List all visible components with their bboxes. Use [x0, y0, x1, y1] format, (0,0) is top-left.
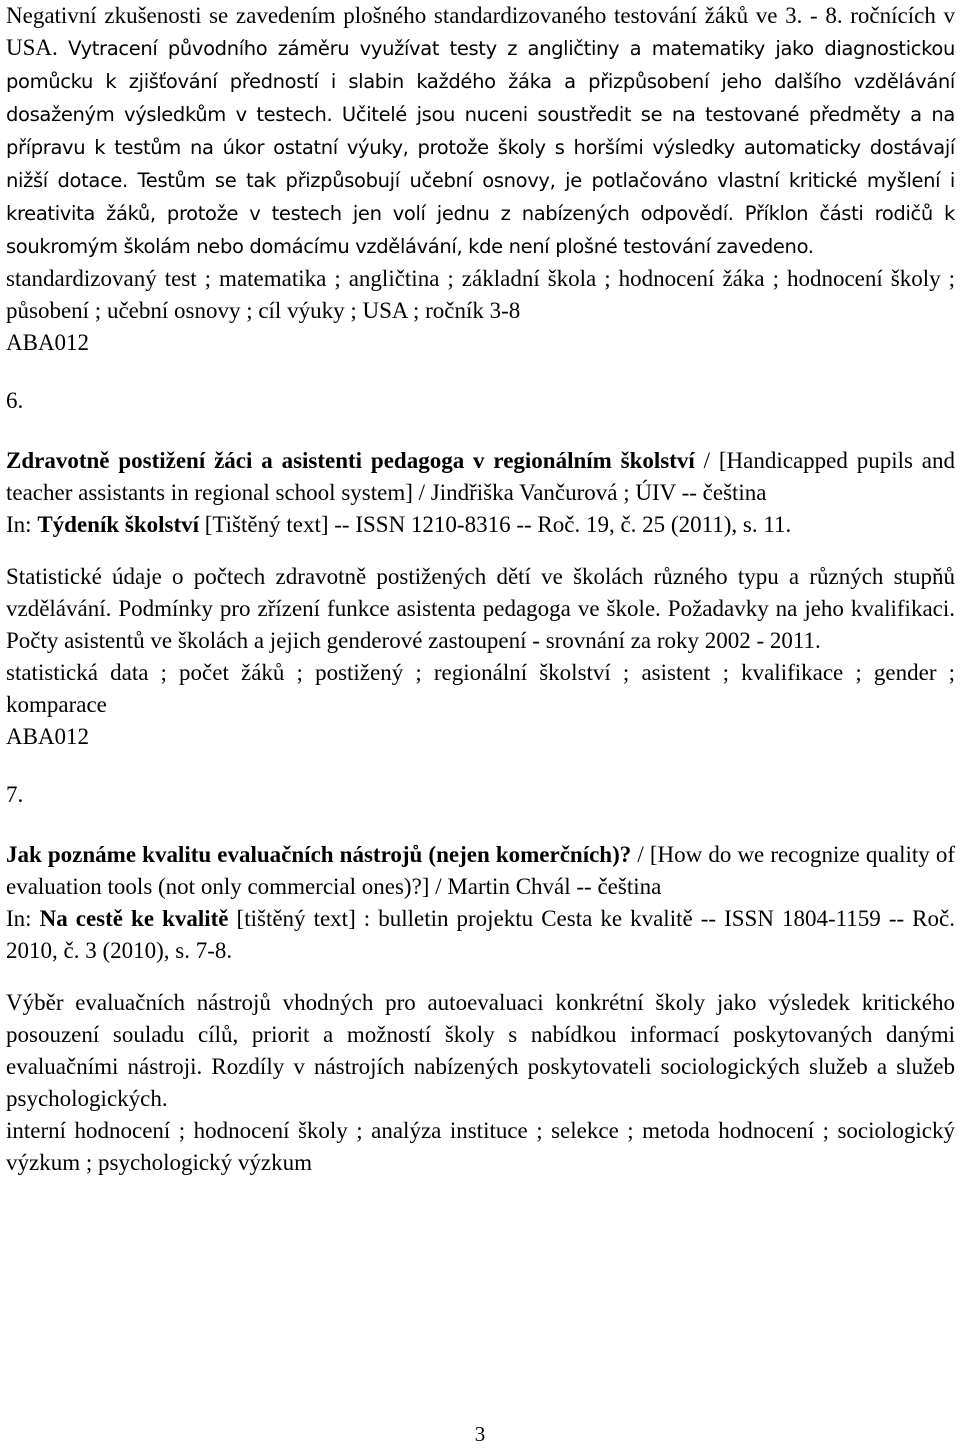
entry-7-abstract: Výběr evaluačních nástrojů vhodných pro autoevaluaci konkrétní školy jako výsledek kritického posouzení souladu cílů, priorit a možností školy s nabídkou informací poskytovaných danými evaluačními nástroji. Rozdíly v nástrojích nabízených poskytovateli sociologických služeb a služeb psychologických. [6, 990, 955, 1111]
entry-7-title-bold: Jak poznáme kvalitu evaluačních nástrojů (nejen komerčních)? [6, 842, 632, 867]
document-page [6, 0, 955, 1179]
spacer [6, 541, 955, 561]
entry-5-code: ABA012 [6, 330, 90, 355]
page-number: 3 [474, 1422, 486, 1446]
entry-6-keywords: statistická data ; počet žáků ; postižený ; regionální školství ; asistent ; kvalifikace ; gender ; komparace [6, 660, 955, 717]
entry-6-title [6, 445, 955, 509]
spacer [6, 753, 955, 779]
spacer [6, 811, 955, 839]
entry-7-title [6, 839, 955, 903]
entry-7-keywords: interní hodnocení ; hodnocení školy ; analýza instituce ; selekce ; metoda hodnocení ; sociologický výzkum ; psychologický výzkum [6, 1118, 955, 1175]
entry-6-title-rest: / [Handicapped pupils and teacher assistants in regional school system] / Jindřiška Vančurová ; ÚIV -- čeština [6, 448, 955, 505]
spacer [6, 359, 955, 385]
entry-5-abstract-rest: Vytracení původního záměru využívat testy z angličtiny a matematiky jako diagnostickou pomůcku k zjišťování předností i slabin každého žáka a přizpůsobení jeho dalšího vzdělávání dosaženým výsledkům v testech. Učitelé jsou nuceni soustředit se na testované předměty a na přípravu k testům na úkor ostatní výuky, protože školy s horšími výsledky automaticky dostávají nižší dotace. Testům se tak přizpůsobují učební osnovy, je potlačováno vlastní kritické myšlení i kreativita žáků, protože v testech jen volí jednu z nabízených odpovědí. Příklon části rodičů k soukromým školám nebo domácímu vzdělávání, kde není plošné testování zavedeno. [6, 37, 956, 258]
entry-7-source-rest: [tištěný text] : bulletin projektu Cesta ke kvalitě -- ISSN 1804-1159 -- Roč. 2010, č. 3 (2010), s. 7-8. [6, 906, 955, 963]
entry-5 [6, 0, 955, 359]
entry-5-abstract-first: Negativní zkušenosti se zavedením plošného standardizovaného testování žáků ve 3. - 8. ročnících v USA. [6, 3, 955, 60]
entry-6-source-title: Týdeník školství [37, 512, 200, 537]
entry-7-source [6, 903, 955, 967]
spacer [6, 967, 955, 987]
entry-6-in-prefix: In: [6, 512, 38, 537]
entry-6-code: ABA012 [6, 724, 90, 749]
entry-7-in-prefix: In: [6, 906, 40, 931]
spacer [6, 417, 955, 445]
entry-7-title-rest: / [How do we recognize quality of evaluation tools (not only commercial ones)?] / Martin Chvál -- čeština [6, 842, 955, 899]
entry-6-number: 6. [6, 388, 24, 413]
entry-6-source [6, 509, 955, 541]
entry-6-source-rest: [Tištěný text] -- ISSN 1210-8316 -- Roč. 19, č. 25 (2011), s. 11. [199, 512, 792, 537]
entry-6 [6, 385, 955, 753]
entry-5-abstract [6, 0, 955, 263]
entry-7 [6, 779, 955, 1179]
entry-7-number: 7. [6, 782, 24, 807]
entry-5-keywords: standardizovaný test ; matematika ; angličtina ; základní škola ; hodnocení žáka ; hodnocení školy ; působení ; učební osnovy ; cíl výuky ; USA ; ročník 3-8 [6, 266, 955, 323]
entry-7-source-title: Na cestě ke kvalitě [39, 906, 229, 931]
entry-6-title-bold: Zdravotně postižení žáci a asistenti pedagoga v regionálním školství [6, 448, 695, 473]
entry-6-abstract: Statistické údaje o počtech zdravotně postižených dětí ve školách různého typu a různých stupňů vzdělávání. Podmínky pro zřízení funkce asistenta pedagoga ve škole. Požadavky na jeho kvalifikaci. Počty asistentů ve školách a jejich genderové zastoupení - srovnání za roky 2002 - 2011. [6, 564, 955, 653]
